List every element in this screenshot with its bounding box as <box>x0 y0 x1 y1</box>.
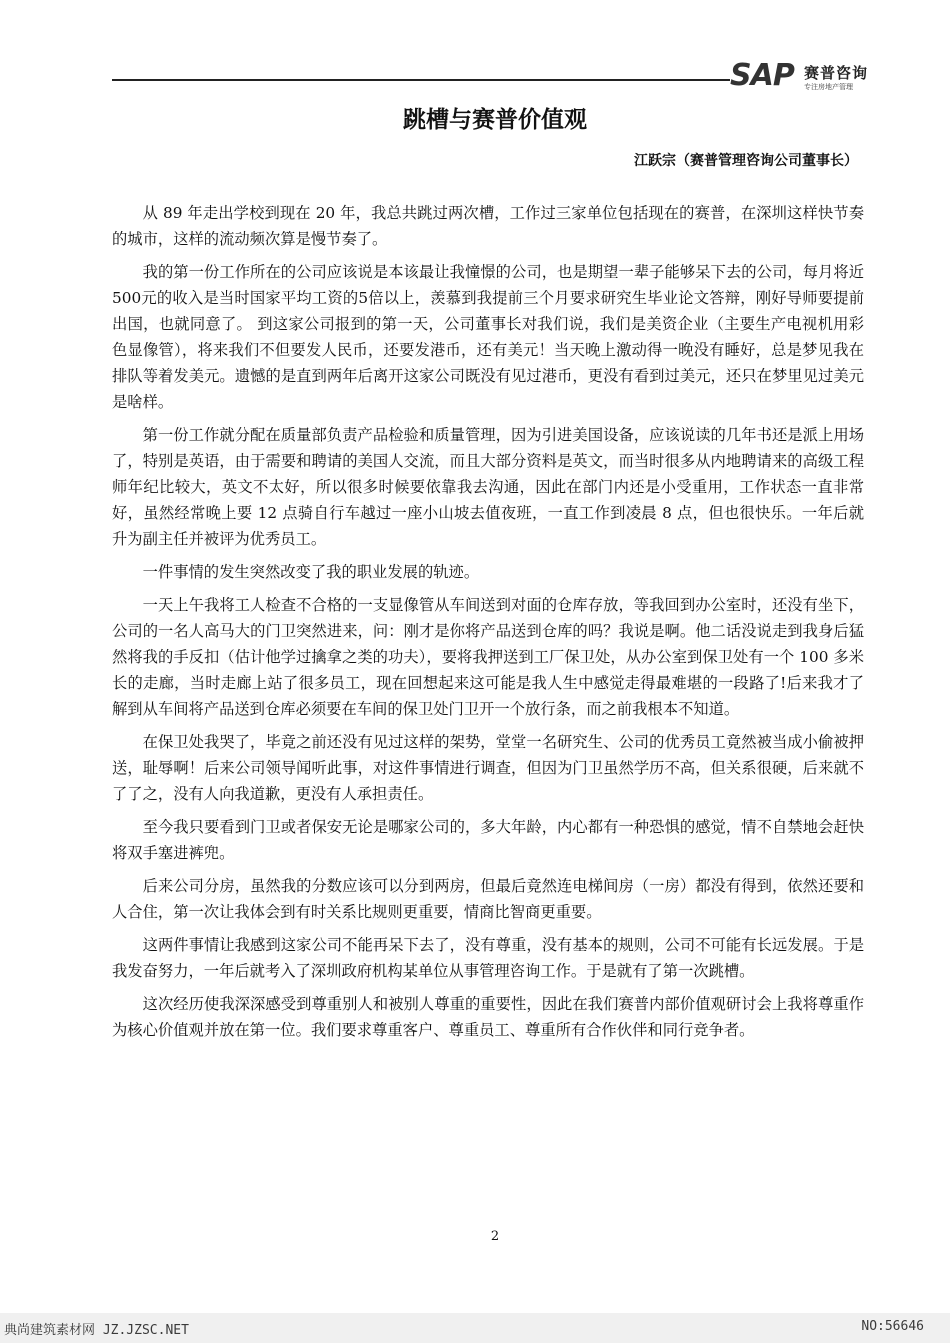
paragraph-5: 一天上午我将工人检查不合格的一支显像管从车间送到对面的仓库存放，等我回到办公室时，还没有坐下，公司的一名人高马大的门卫突然进来，问：刚才是你将产品送到仓库的吗？我说是啊。他二话没说走到我身后猛然将我的手反扣（估计他学过擒拿之类的功夫），要将我押送到工厂保卫处，从办公室到保卫处有一个 100 多米长的走廊，当时走廊上站了很多员工，现在回想起来这可能是我人生中感觉走得最难堪的一段路了!后来我才了解到从车间将产品送到仓库必须要在车间的保卫处门卫开一个放行条，而之前我根本不知道。 <box>112 596 864 718</box>
page-number: 2 <box>490 1229 500 1244</box>
document-title: 跳槽与赛普价值观 <box>403 107 587 133</box>
paragraph-9: 这两件事情让我感到这家公司不能再呆下去了，没有尊重，没有基本的规则，公司不可能有长远发展。于是我发奋努力，一年后就考入了深圳政府机构某单位从事管理咨询工作。于是就有了第一次跳槽。 <box>112 936 864 980</box>
header-rule <box>112 79 730 81</box>
logo-tagline: 专注房地产管理 <box>804 83 853 91</box>
paragraph-4: 一件事情的发生突然改变了我的职业发展的轨迹。 <box>142 563 480 581</box>
logo-sap-text: SAP <box>730 58 794 93</box>
watermark-number: NO:56646 <box>861 1319 924 1334</box>
paragraph-8: 后来公司分房，虽然我的分数应该可以分到两房，但最后竟然连电梯间房（一房）都没有得到，依然还要和人合住，第一次让我体会到有时关系比规则更重要，情商比智商更重要。 <box>112 877 864 921</box>
paragraph-10: 这次经历使我深深感受到尊重别人和被别人尊重的重要性，因此在我们赛普内部价值观研讨会上我将尊重作为核心价值观并放在第一位。我们要求尊重客户、尊重员工、尊重所有合作伙伴和同行竞争者。 <box>112 995 864 1039</box>
article-body <box>112 200 864 1050</box>
paragraph-6: 在保卫处我哭了，毕竟之前还没有见过这样的架势，堂堂一名研究生、公司的优秀员工竟然被当成小偷被押送，耻辱啊！后来公司领导闻听此事，对这件事情进行调查，但因为门卫虽然学历不高，但关系很硬，后来就不了了之，没有人向我道歉，更没有人承担责任。 <box>112 733 864 803</box>
paragraph-2: 我的第一份工作所在的公司应该说是本该最让我憧憬的公司，也是期望一辈子能够呆下去的公司，每月将近500元的收入是当时国家平均工资的5倍以上，羡慕到我提前三个月要求研究生毕业论文答辩，刚好导师要提前出国，也就同意了。 到这家公司报到的第一天，公司董事长对我们说，我们是美资企业（主要生产电视机用彩色显像管），将来我们不但要发人民币，还要发港币，还有美元！当天晚上激动得一晚没有睡好，总是梦见我在排队等着发美元。遗憾的是直到两年后离开这家公司既没有见过港币，更没有看到过美元，还只在梦里见过美元是啥样。 <box>112 263 864 411</box>
watermark-site: 典尚建筑素材网 JZ.JZSC.NET <box>4 1323 189 1338</box>
author-line: 江跃宗（赛普管理咨询公司董事长） <box>634 153 858 169</box>
paragraph-3: 第一份工作就分配在质量部负责产品检验和质量管理，因为引进美国设备，应该说读的几年书还是派上用场了，特别是英语，由于需要和聘请的美国人交流，而且大部分资料是英文，而当时很多从内地聘请来的高级工程师年纪比较大，英文不太好，所以很多时候要依靠我去沟通，因此在部门内还是小受重用，工作状态一直非常好，虽然经常晚上要 12 点骑自行车越过一座小山坡去值夜班，一直工作到凌晨 8 点，但也很快乐。一年后就升为副主任并被评为优秀员工。 <box>112 426 864 548</box>
paragraph-7: 至今我只要看到门卫或者保安无论是哪家公司的，多大年龄，内心都有一种恐惧的感觉，情不自禁地会赶快将双手塞进裤兜。 <box>112 818 864 862</box>
paragraph-1: 从 89 年走出学校到现在 20 年，我总共跳过两次槽，工作过三家单位包括现在的赛普，在深圳这样快节奏的城市，这样的流动频次算是慢节奏了。 <box>112 204 864 248</box>
sap-logo <box>730 58 880 98</box>
logo-company-name: 赛普咨询 <box>804 64 869 82</box>
